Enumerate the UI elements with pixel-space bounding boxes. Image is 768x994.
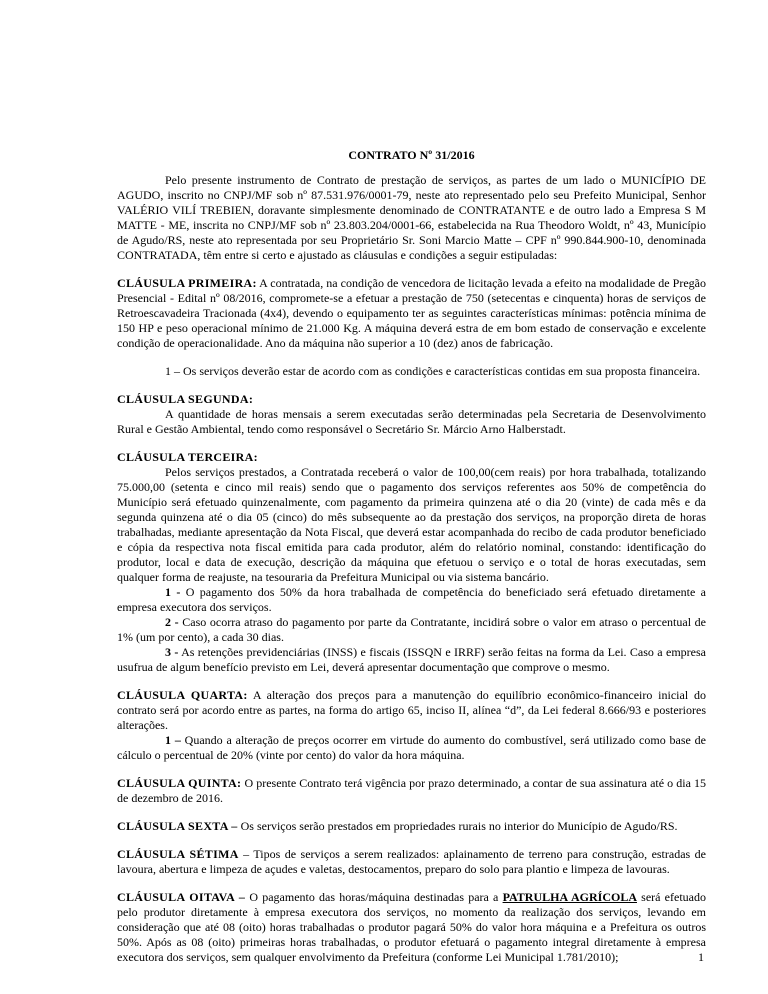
preamble-paragraph: Pelo presente instrumento de Contrato de prestação de serviços, as partes de um lado o MUNICÍPIO DE AGUDO, inscrito no CNPJ/MF sob nº 87.531.976/0001-79, neste ato representado pelo seu Prefeito Municipal, Senhor VALÉRIO VILÍ TREBIEN, doravante simplesmente denominado de CONTRATANTE e de outro lado a Empresa S M MATTE - ME, inscrita no CNPJ/MF sob nº 23.803.204/0001-66, estabelecida na Rua Theodoro Woldt, nº 43, Município de Agudo/RS, neste ato representada por seu Proprietário Sr. Soni Marcio Matte – CPF nº 990.844.900-10, denominada CONTRATADA, têm entre si certo e ajustado as cláusulas e condições a seguir estipuladas:: [117, 173, 706, 262]
clause-seventh-text: – Tipos de serviços a serem realizados: aplainamento de terreno para construção, estradas de lavoura, abertura e limpeza de açudes e valetas, destocamentos, preparo do solo para plantio e limpeza de lavouras.: [117, 847, 707, 876]
clause-eighth: [117, 890, 706, 965]
clause-fourth-item-1-text: Quando a alteração de preços ocorrer em virtude do aumento do combustível, será utilizado como base de cálculo o percentual de 20% (vinte por cento) do valor da hora máquina.: [117, 733, 706, 762]
clause-third-text: Pelos serviços prestados, a Contratada receberá o valor de 100,00(cem reais) por hora trabalhada, totalizando 75.000,00 (setenta e cinco mil reais) sendo que o pagamento dos serviços referentes aos 50% de competência do Município será efetuado quinzenalmente, com pagamento da primeira quinzena até o dia 20 (vinte) de cada mês e da segunda quinzena até o dia 05 (cinco) do mês subsequente ao da prestação dos serviços, na proporção direta de horas trabalhadas, mediante apresentação da Nota Fiscal, que deverá estar acompanhada do recibo de cada produtor beneficiado e cópia da respectiva nota fiscal emitida para cada produtor, além do relatório nominal, constando: identificação do produtor, local e data de execução, descrição da máquina que efetuou o serviço e o total de horas executadas, sem qualquer forma de reajuste, na tesouraria da Prefeitura Municipal ou via sistema bancário.: [117, 465, 706, 584]
clause-first-item-1: 1 – Os serviços deverão estar de acordo com as condições e características contidas em sua proposta financeira.: [165, 364, 701, 378]
clause-fourth-item-1-number: 1 –: [165, 733, 181, 747]
clause-third-item-3-number: 3 -: [165, 645, 179, 659]
clause-third-item-2-text: Caso ocorra atraso do pagamento por parte da Contratante, incidirá sobre o valor em atraso o percentual de 1% (um por cento), a cada 30 dias.: [117, 615, 706, 644]
clause-first-text: A contratada, na condição de vencedora de licitação levada a efeito na modalidade de Pregão Presencial - Edital nº 08/2016, compromete-se a efetuar a prestação de 750 (setecentas e cinquenta) horas de serviços de Retroescavadeira Tracionada (4x4), devendo o equipamento ter as seguintes características mínimas: potência mínima de 150 HP e peso operacional mínimo de 21.000 Kg. A máquina deverá estra de em bom estado de conservação e excelente condição de operacionalidade. Ano da máquina não superior a 10 (dez) anos de fabricação.: [117, 276, 706, 350]
clause-seventh-heading: CLÁUSULA SÉTIMA: [117, 847, 239, 861]
clause-fourth-heading: CLÁUSULA QUARTA:: [117, 688, 248, 702]
clause-sixth-text: Os serviços serão prestados em propriedades rurais no interior do Município de Agudo/RS.: [237, 819, 678, 833]
clause-fourth-body: [117, 688, 706, 733]
clause-eighth-text-before: O pagamento das horas/máquina destinadas para a: [245, 890, 503, 904]
clause-fifth-heading: CLÁUSULA QUINTA:: [117, 776, 242, 790]
clause-fifth-text: O presente Contrato terá vigência por prazo determinado, a contar de sua assinatura até o dia 15 de dezembro de 2016.: [117, 776, 706, 805]
clause-first-heading: CLÁUSULA PRIMEIRA:: [117, 276, 257, 290]
page-number: 1: [698, 950, 704, 964]
clause-seventh: [117, 847, 706, 877]
clause-third-item-1-text: O pagamento dos 50% da hora trabalhada de competência do beneficiado será efetuado diretamente a empresa executora dos serviços.: [117, 585, 706, 614]
clause-third-item-2: [117, 615, 706, 645]
clause-third-item-1-number: 1 -: [165, 585, 181, 599]
clause-sixth-body: [117, 819, 706, 834]
clause-third-item-1: [117, 585, 706, 615]
clause-third: [117, 450, 706, 675]
clause-second: [117, 392, 706, 437]
patrulha-agricola-emphasis: PATRULHA AGRÍCOLA: [502, 890, 637, 904]
clause-first: [117, 276, 706, 379]
clause-fifth-body: [117, 776, 706, 806]
clause-second-text: A quantidade de horas mensais a serem executadas serão determinadas pela Secretaria de Desenvolvimento Rural e Gestão Ambiental, tendo como responsável o Secretário Sr. Márcio Arno Halberstadt.: [117, 407, 706, 436]
clause-third-item-3: [117, 645, 706, 675]
clause-third-heading: CLÁUSULA TERCEIRA:: [117, 450, 258, 464]
clause-third-item-2-number: 2 -: [165, 615, 179, 629]
clause-seventh-body: [117, 847, 706, 877]
clause-eighth-text-after: será efetuado pelo produtor diretamente à empresa executora dos serviços, no momento da realização dos serviços, levando em consideração que até 08 (oito) horas trabalhadas o produtor pagará 50% do valor hora máquina e a Prefeitura os outros 50%. Após as 08 (oito) primeiras horas trabalhadas, o produtor efetuará o pagamento integral diretamente à empresa executora dos serviços, sem qualquer envolvimento da Prefeitura (conforme Lei Municipal 1.781/2010);: [117, 890, 706, 964]
clause-fourth-item-1: [117, 733, 706, 763]
clause-second-heading: CLÁUSULA SEGUNDA:: [117, 392, 254, 406]
clause-eighth-body: [117, 890, 706, 965]
clause-fifth: [117, 776, 706, 806]
clause-third-item-3-text: As retenções previdenciárias (INSS) e fiscais (ISSQN e IRRF) serão feitas na forma da Lei. Caso a empresa usufrua de algum benefício previsto em Lei, deverá apresentar documentação que comprove o mesmo.: [117, 645, 706, 674]
clause-sixth: [117, 819, 706, 834]
clause-first-body: [117, 276, 706, 351]
clause-fourth-text: A alteração dos preços para a manutenção do equilíbrio econômico-financeiro inicial do contrato será por acordo entre as partes, na forma do artigo 65, inciso II, alínea “d”, da Lei federal 8.666/93 e posteriores alterações.: [117, 688, 706, 732]
clause-sixth-heading: CLÁUSULA SEXTA –: [117, 819, 238, 833]
clause-eighth-heading: CLÁUSULA OITAVA –: [117, 890, 246, 904]
contract-title: CONTRATO Nº 31/2016: [348, 148, 475, 162]
clause-fourth: [117, 688, 706, 763]
